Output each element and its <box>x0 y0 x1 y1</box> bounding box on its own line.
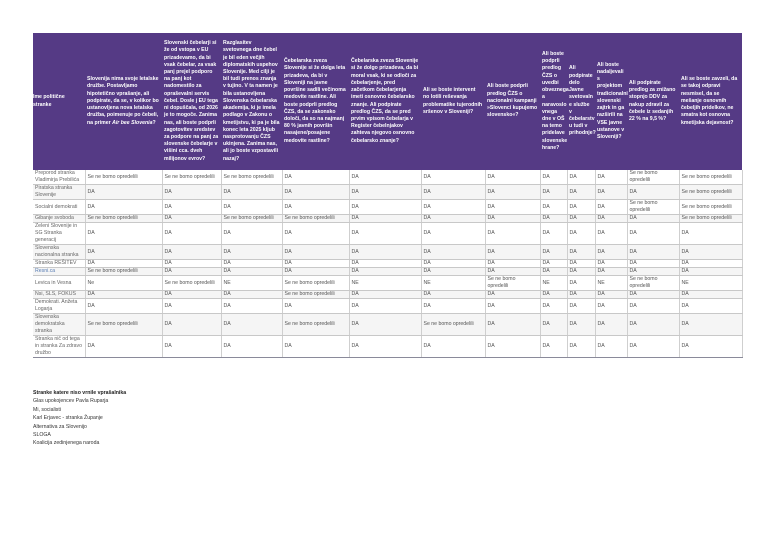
answer-cell: DA <box>567 170 595 185</box>
party-name-cell: Stranka nič od tega in stranka Za zdravo družbo <box>33 336 85 358</box>
footer-party-item: Mi, socialisti <box>33 406 61 413</box>
answer-cell: DA <box>679 299 742 314</box>
survey-results-table <box>33 33 743 358</box>
footer-party-item: Karl Erjavec - stranka Županje <box>33 415 103 422</box>
answer-cell: DA <box>85 336 162 358</box>
header-question-3: Razglasitev svetovnega dne čebel je bil eden večjih diplomatskih uspehov Slovenije. Med cilji je bil tudi prenos znanja v tujino. V ta namen je bila ustanovljena Slovenska čebelarska akademija, ki je imela podlago v Zakonu o kmetijstvu, ki pa je bila konec leta 2025 kljub nasprotovanju ČZS ukinjena. Zanima nas, ali jo boste vzpostavili nazaj? <box>221 33 282 170</box>
air-bee-name: Air bee Slovenia <box>112 119 153 126</box>
party-name-cell: Socialni demokrati <box>33 200 85 215</box>
answer-cell: DA <box>627 299 679 314</box>
answer-cell: DA <box>627 223 679 245</box>
answer-cell: DA <box>421 215 485 223</box>
answer-cell: DA <box>162 336 221 358</box>
answer-cell: DA <box>349 245 421 260</box>
answer-cell: Se ne bomo opredelili <box>627 276 679 291</box>
answer-cell: DA <box>567 260 595 268</box>
answer-cell: DA <box>567 276 595 291</box>
answer-cell: DA <box>85 200 162 215</box>
header-question-10: Ali boste nadaljevali s projektom tradicionalni slovenski zajtrk in ga razširili na VSE javne ustanove v Sloveniji? <box>595 33 627 170</box>
answer-cell: Se ne bomo opredelili <box>679 215 742 223</box>
answer-cell: DA <box>162 200 221 215</box>
table-row <box>33 223 742 245</box>
answer-cell: DA <box>282 245 349 260</box>
answer-cell: DA <box>421 223 485 245</box>
header-question-2: Slovenski čebelarji si že od vstopa v EU prizadevamo, da bi vsak čebelar, za vsak panj prejel podporo na panj kot nadomestilo za opraševalni servis čebel. Dosle j EU tega ni dopuščala, od 2026 je to mogoče. Zanima nas, ali boste podprli zagotovitev sredstev za podpore na panj za slovenske čebelarje v višini cca. dveh milijonov evrov? <box>162 33 221 170</box>
answer-cell: DA <box>282 299 349 314</box>
answer-cell: DA <box>349 215 421 223</box>
answer-cell: DA <box>595 299 627 314</box>
answer-cell: DA <box>540 215 567 223</box>
answer-cell: DA <box>567 215 595 223</box>
answer-cell: DA <box>349 200 421 215</box>
answer-cell: DA <box>485 245 540 260</box>
answer-cell: Se ne bomo opredelili <box>679 170 742 185</box>
answer-cell: Se ne bomo opredelili <box>85 268 162 276</box>
answer-cell: DA <box>485 260 540 268</box>
answer-cell: DA <box>627 268 679 276</box>
table-row <box>33 185 742 200</box>
party-name-cell: Stranka REŠITEV <box>33 260 85 268</box>
answer-cell: DA <box>485 291 540 299</box>
answer-cell: DA <box>540 200 567 215</box>
answer-cell: DA <box>221 260 282 268</box>
answer-cell: DA <box>567 268 595 276</box>
party-name-cell: Nsi, SLS, FOKUS <box>33 291 85 299</box>
party-name-cell: Gibanje svoboda <box>33 215 85 223</box>
answer-cell: DA <box>679 245 742 260</box>
answer-cell: Se ne bomo opredelili <box>162 276 221 291</box>
answer-cell: NE <box>595 276 627 291</box>
header-question-6: Ali se boste intervent no lotili reševanja problematike tujerodnih sršenov v Sloveniji? <box>421 33 485 170</box>
answer-cell: Se ne bomo opredelili <box>679 185 742 200</box>
answer-cell: DA <box>627 291 679 299</box>
answer-cell: DA <box>595 291 627 299</box>
answer-cell: NE <box>540 276 567 291</box>
answer-cell: DA <box>162 215 221 223</box>
answer-cell: DA <box>162 185 221 200</box>
answer-cell: DA <box>349 268 421 276</box>
answer-cell: DA <box>162 299 221 314</box>
answer-cell: DA <box>679 336 742 358</box>
answer-cell: DA <box>421 245 485 260</box>
answer-cell: DA <box>221 314 282 336</box>
answer-cell: Se ne bomo opredelili <box>282 314 349 336</box>
answer-cell: DA <box>421 185 485 200</box>
party-name-cell: Piratska stranka Slovenije <box>33 185 85 200</box>
answer-cell: DA <box>349 260 421 268</box>
answer-cell: DA <box>567 299 595 314</box>
answer-cell: DA <box>421 336 485 358</box>
answer-cell: DA <box>595 170 627 185</box>
answer-cell: DA <box>282 336 349 358</box>
answer-cell: DA <box>595 260 627 268</box>
answer-cell: DA <box>485 299 540 314</box>
answer-cell: DA <box>85 299 162 314</box>
answer-cell: DA <box>85 291 162 299</box>
answer-cell: DA <box>349 314 421 336</box>
answer-cell: DA <box>679 260 742 268</box>
answer-cell: DA <box>349 223 421 245</box>
answer-cell: Se ne bomo opredelili <box>85 170 162 185</box>
party-name-cell: Preporod stranka Vladimirja Prebilića <box>33 170 85 185</box>
answer-cell: Se ne bomo opredelili <box>679 200 742 215</box>
answer-cell: DA <box>485 185 540 200</box>
answer-cell: DA <box>421 200 485 215</box>
answer-cell: Se ne bomo opredelili <box>221 215 282 223</box>
answer-cell: DA <box>595 223 627 245</box>
answer-cell: DA <box>540 260 567 268</box>
answer-cell: DA <box>627 245 679 260</box>
table-row <box>33 260 742 268</box>
answer-cell: DA <box>221 223 282 245</box>
table-row <box>33 215 742 223</box>
party-name-cell[interactable]: Resni.ca <box>33 268 85 276</box>
answer-cell: DA <box>540 170 567 185</box>
header-question-4: Čebelarska zveza Slovenije si že dolga leta prizadeva, da bi v Sloveniji na javne površine sadili večinoma medovite rastline. Ali boste podprli predlog ČZS, da se zakonsko določi, da so na najmanj 80 % javnih površin nasajene/posajene medovite rastline? <box>282 33 349 170</box>
answer-cell: DA <box>221 200 282 215</box>
header-question-5: Čebelarska zveza Slovenije si že dolgo prizadeva, da bi moral vsak, ki se odloči za čebelarjenje, pred začetkom čebelarjenja imeti osnovno čebelarsko znanje. Ali podpirate predlog ČZS, da se pred prvim vpisom čebelarja v Register čebelnjakov zahteva njegovo osnovno čebelarsko znanje? <box>349 33 421 170</box>
answer-cell: NE <box>221 276 282 291</box>
table-header-row <box>33 33 742 170</box>
answer-cell: DA <box>221 291 282 299</box>
answer-cell: Se ne bomo opredelili <box>421 314 485 336</box>
answer-cell: DA <box>421 299 485 314</box>
answer-cell: DA <box>567 291 595 299</box>
answer-cell: DA <box>349 185 421 200</box>
answer-cell: DA <box>567 314 595 336</box>
table-row <box>33 200 742 215</box>
answer-cell: DA <box>485 170 540 185</box>
answer-cell: DA <box>679 314 742 336</box>
answer-cell: DA <box>540 291 567 299</box>
answer-cell: DA <box>162 291 221 299</box>
answer-cell: DA <box>221 336 282 358</box>
answer-cell: DA <box>485 268 540 276</box>
answer-cell: DA <box>567 223 595 245</box>
header-question-9: Ali podpirate delo Javne svetovaln e službe v čebelarstv u tudi v prihodnje? <box>567 33 595 170</box>
party-name-cell: Slovenska nacionalna stranka <box>33 245 85 260</box>
party-name-cell: Levica in Vesna <box>33 276 85 291</box>
answer-cell: DA <box>567 245 595 260</box>
answer-cell: Se ne bomo opredelili <box>221 170 282 185</box>
answer-cell: Se ne bomo opredelili <box>85 314 162 336</box>
answer-cell: DA <box>540 185 567 200</box>
non-responding-parties <box>33 389 126 448</box>
table-row <box>33 299 742 314</box>
answer-cell: DA <box>349 291 421 299</box>
answer-cell: DA <box>627 260 679 268</box>
survey-page <box>33 33 742 358</box>
answer-cell: DA <box>85 223 162 245</box>
answer-cell: DA <box>485 223 540 245</box>
answer-cell: DA <box>627 314 679 336</box>
table-row <box>33 245 742 260</box>
answer-cell: NE <box>679 276 742 291</box>
answer-cell: Se ne bomo opredelili <box>627 170 679 185</box>
header-question-8: Ali boste podprli predlog ČZS o uvedbi obveznega a naravoslo vnega dne v OŠ na temo pridelave slovenske hrane? <box>540 33 567 170</box>
answer-cell: Se ne bomo opredelili <box>485 276 540 291</box>
answer-cell: DA <box>282 200 349 215</box>
footer-title: Stranke katere niso vrnile vprašalnika <box>33 390 127 396</box>
table-row <box>33 336 742 358</box>
answer-cell: DA <box>282 185 349 200</box>
answer-cell: DA <box>627 185 679 200</box>
answer-cell: DA <box>595 200 627 215</box>
answer-cell: DA <box>162 314 221 336</box>
answer-cell: DA <box>162 260 221 268</box>
answer-cell: Se ne bomo opredelili <box>627 200 679 215</box>
answer-cell: DA <box>627 215 679 223</box>
answer-cell: DA <box>595 245 627 260</box>
answer-cell: DA <box>85 185 162 200</box>
footer-party-item: Alternativa za Slovenijo <box>33 423 87 430</box>
answer-cell: DA <box>221 245 282 260</box>
answer-cell: Se ne bomo opredelili <box>282 276 349 291</box>
answer-cell: DA <box>221 185 282 200</box>
answer-cell: DA <box>540 299 567 314</box>
answer-cell: DA <box>221 299 282 314</box>
footer-party-item: Glas upokojencev Pavla Ruparja <box>33 398 109 405</box>
answer-cell: Ne <box>85 276 162 291</box>
header-party-name: Ime politične stranke <box>33 33 85 170</box>
answer-cell: DA <box>221 268 282 276</box>
party-name-cell: Zeleni Slovenije in SG Stranka generacij <box>33 223 85 245</box>
answer-cell: DA <box>162 223 221 245</box>
answer-cell: DA <box>421 268 485 276</box>
answer-cell: DA <box>485 200 540 215</box>
answer-cell: DA <box>282 223 349 245</box>
header-question-1: Slovenija nima svoje letalske družbe. Postavljamo hipotetično vprašanje, ali podpirate, da se, v kolikor bo ustanovljena nova letalska družba, poimenuje po čebeli, na primer Air bee Slovenia? <box>85 33 162 170</box>
answer-cell: DA <box>567 185 595 200</box>
table-row <box>33 314 742 336</box>
answer-cell: DA <box>595 314 627 336</box>
answer-cell: Se ne bomo opredelili <box>282 291 349 299</box>
answer-cell: Se ne bomo opredelili <box>85 215 162 223</box>
answer-cell: DA <box>162 268 221 276</box>
answer-cell: NE <box>421 276 485 291</box>
answer-cell: DA <box>679 291 742 299</box>
answer-cell: DA <box>627 336 679 358</box>
party-name-cell: Demokrati. Anžeta Logarja <box>33 299 85 314</box>
party-name-cell: Slovenska demokratska stranka <box>33 314 85 336</box>
table-row <box>33 291 742 299</box>
header-question-11: Ali podpirate predlog za znižano stopnjo DDV za nakup zdravil za čebele iz sedanjih 22 % na 9,5 %? <box>627 33 679 170</box>
answer-cell: DA <box>282 260 349 268</box>
answer-cell: DA <box>421 170 485 185</box>
answer-cell: DA <box>485 314 540 336</box>
header-question-12: Ali se boste zavzeli, da se takoj odpravi nesmisel, da se mešanje osnovnih čebeljih pridelkov, ne smatra kot osnovna kmetijska dejavnost? <box>679 33 742 170</box>
answer-cell: DA <box>85 260 162 268</box>
answer-cell: DA <box>282 268 349 276</box>
answer-cell: DA <box>567 200 595 215</box>
answer-cell: DA <box>540 245 567 260</box>
table-body <box>33 170 742 358</box>
answer-cell: DA <box>421 291 485 299</box>
answer-cell: DA <box>421 260 485 268</box>
answer-cell: DA <box>679 223 742 245</box>
answer-cell: DA <box>567 336 595 358</box>
answer-cell: NE <box>349 276 421 291</box>
answer-cell: DA <box>595 185 627 200</box>
table-row <box>33 276 742 291</box>
table-row <box>33 268 742 276</box>
answer-cell: DA <box>282 170 349 185</box>
answer-cell: DA <box>485 215 540 223</box>
footer-list <box>33 397 126 447</box>
table-row <box>33 170 742 185</box>
answer-cell: DA <box>85 245 162 260</box>
footer-party-item: SLOGA <box>33 432 51 439</box>
header-question-7: Ali boste podprli predlog ČZS o nacionalni kampanji »Slovenci kupujemo slovensko«? <box>485 33 540 170</box>
answer-cell: DA <box>595 336 627 358</box>
answer-cell: DA <box>540 268 567 276</box>
answer-cell: DA <box>162 245 221 260</box>
answer-cell: DA <box>540 314 567 336</box>
answer-cell: DA <box>349 170 421 185</box>
answer-cell: DA <box>540 336 567 358</box>
answer-cell: DA <box>349 336 421 358</box>
answer-cell: DA <box>595 215 627 223</box>
answer-cell: Se ne bomo opredelili <box>162 170 221 185</box>
answer-cell: DA <box>349 299 421 314</box>
answer-cell: Se ne bomo opredelili <box>282 215 349 223</box>
footer-party-item: Koalicija zedinjenega naroda <box>33 440 100 447</box>
answer-cell: DA <box>679 268 742 276</box>
answer-cell: DA <box>540 223 567 245</box>
answer-cell: DA <box>595 268 627 276</box>
answer-cell: DA <box>485 336 540 358</box>
